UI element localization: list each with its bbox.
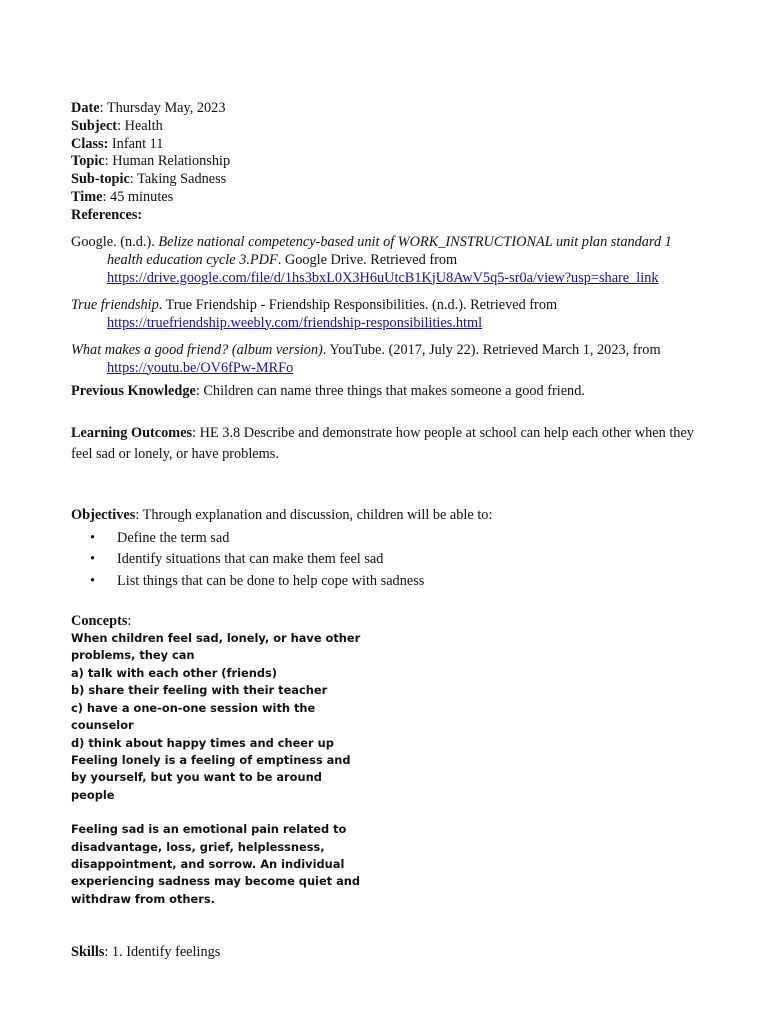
bullet-icon: • xyxy=(90,529,96,546)
reference-item: Google. (n.d.). Belize national competency-based unit of WORK_INSTRUCTIONAL unit plan standard 1 health education cycle 3.PDF. Google Drive. Retrieved from https://drive.google.com/file/d/1hs3bxL0X3H6uUtcB1KjU8AwV5q5-sr0a/view?usp=share_link xyxy=(71,233,672,286)
concept-line: c) have a one-on-one session with the counselor xyxy=(71,700,316,733)
list-item: • List things that can be done to help cope with sadness xyxy=(90,571,701,593)
meta-subject: Subject: Health xyxy=(71,117,163,134)
meta-references-heading: References: xyxy=(71,206,143,223)
list-item: • Identify situations that can make them feel sad xyxy=(90,549,701,571)
objectives: Objectives: Through explanation and discussion, children will be able to: xyxy=(71,506,493,523)
reference-link[interactable]: https://truefriendship.weebly.com/friendship-responsibilities.html xyxy=(107,314,483,331)
skills: Skills: 1. Identify feelings xyxy=(71,944,221,961)
objectives-list xyxy=(71,528,701,593)
meta-subtopic: Sub-topic: Taking Sadness xyxy=(71,171,227,188)
concept-line: d) think about happy times and cheer up xyxy=(71,735,334,750)
meta-class: Class: Infant 11 xyxy=(71,135,164,152)
bullet-icon: • xyxy=(90,551,96,568)
reference-link[interactable]: https://youtu.be/OV6fPw-MRFo xyxy=(107,359,294,376)
concept-line: b) share their feeling with their teacher xyxy=(71,683,328,698)
concepts-body xyxy=(71,630,361,908)
concepts-heading: Concepts: xyxy=(71,613,132,630)
meta-date: Date: Thursday May, 2023 xyxy=(71,100,226,116)
reference-link[interactable]: https://drive.google.com/file/d/1hs3bxL0X3H6uUtcB1KjU8AwV5q5-sr0a/view?usp=share_link xyxy=(107,269,659,286)
meta-block xyxy=(71,100,701,225)
concept-line: Feeling lonely is a feeling of emptiness and by yourself, but you want to be around people xyxy=(71,752,351,802)
concept-paragraph: Feeling sad is an emotional pain related to disadvantage, loss, grief, helplessness, disappointment, and sorrow. An individual experiencing sadness may become quiet and withdraw from others. xyxy=(71,822,361,906)
previous-knowledge: Previous Knowledge: Children can name three things that makes someone a good friend. xyxy=(71,382,585,399)
list-item: • Define the term sad xyxy=(90,528,701,550)
concept-line: a) talk with each other (friends) xyxy=(71,665,277,680)
lesson-plan-document xyxy=(71,100,701,963)
reference-item: True friendship. True Friendship - Friendship Responsibilities. (n.d.). Retrieved from https://truefriendship.weebly.com/friendship-responsibilities.html xyxy=(71,296,558,331)
learning-outcomes: Learning Outcomes: HE 3.8 Describe and demonstrate how people at school can help each other when they feel sad or lonely, or have problems. xyxy=(71,424,694,462)
meta-time: Time: 45 minutes xyxy=(71,188,174,205)
reference-item: What makes a good friend? (album version). YouTube. (2017, July 22). Retrieved March 1, 2023, from https://youtu.be/OV6fPw-MRFo xyxy=(71,341,661,376)
bullet-icon: • xyxy=(90,572,96,589)
meta-topic: Topic: Human Relationship xyxy=(71,153,231,170)
concept-line: When children feel sad, lonely, or have other problems, they can xyxy=(71,631,361,663)
